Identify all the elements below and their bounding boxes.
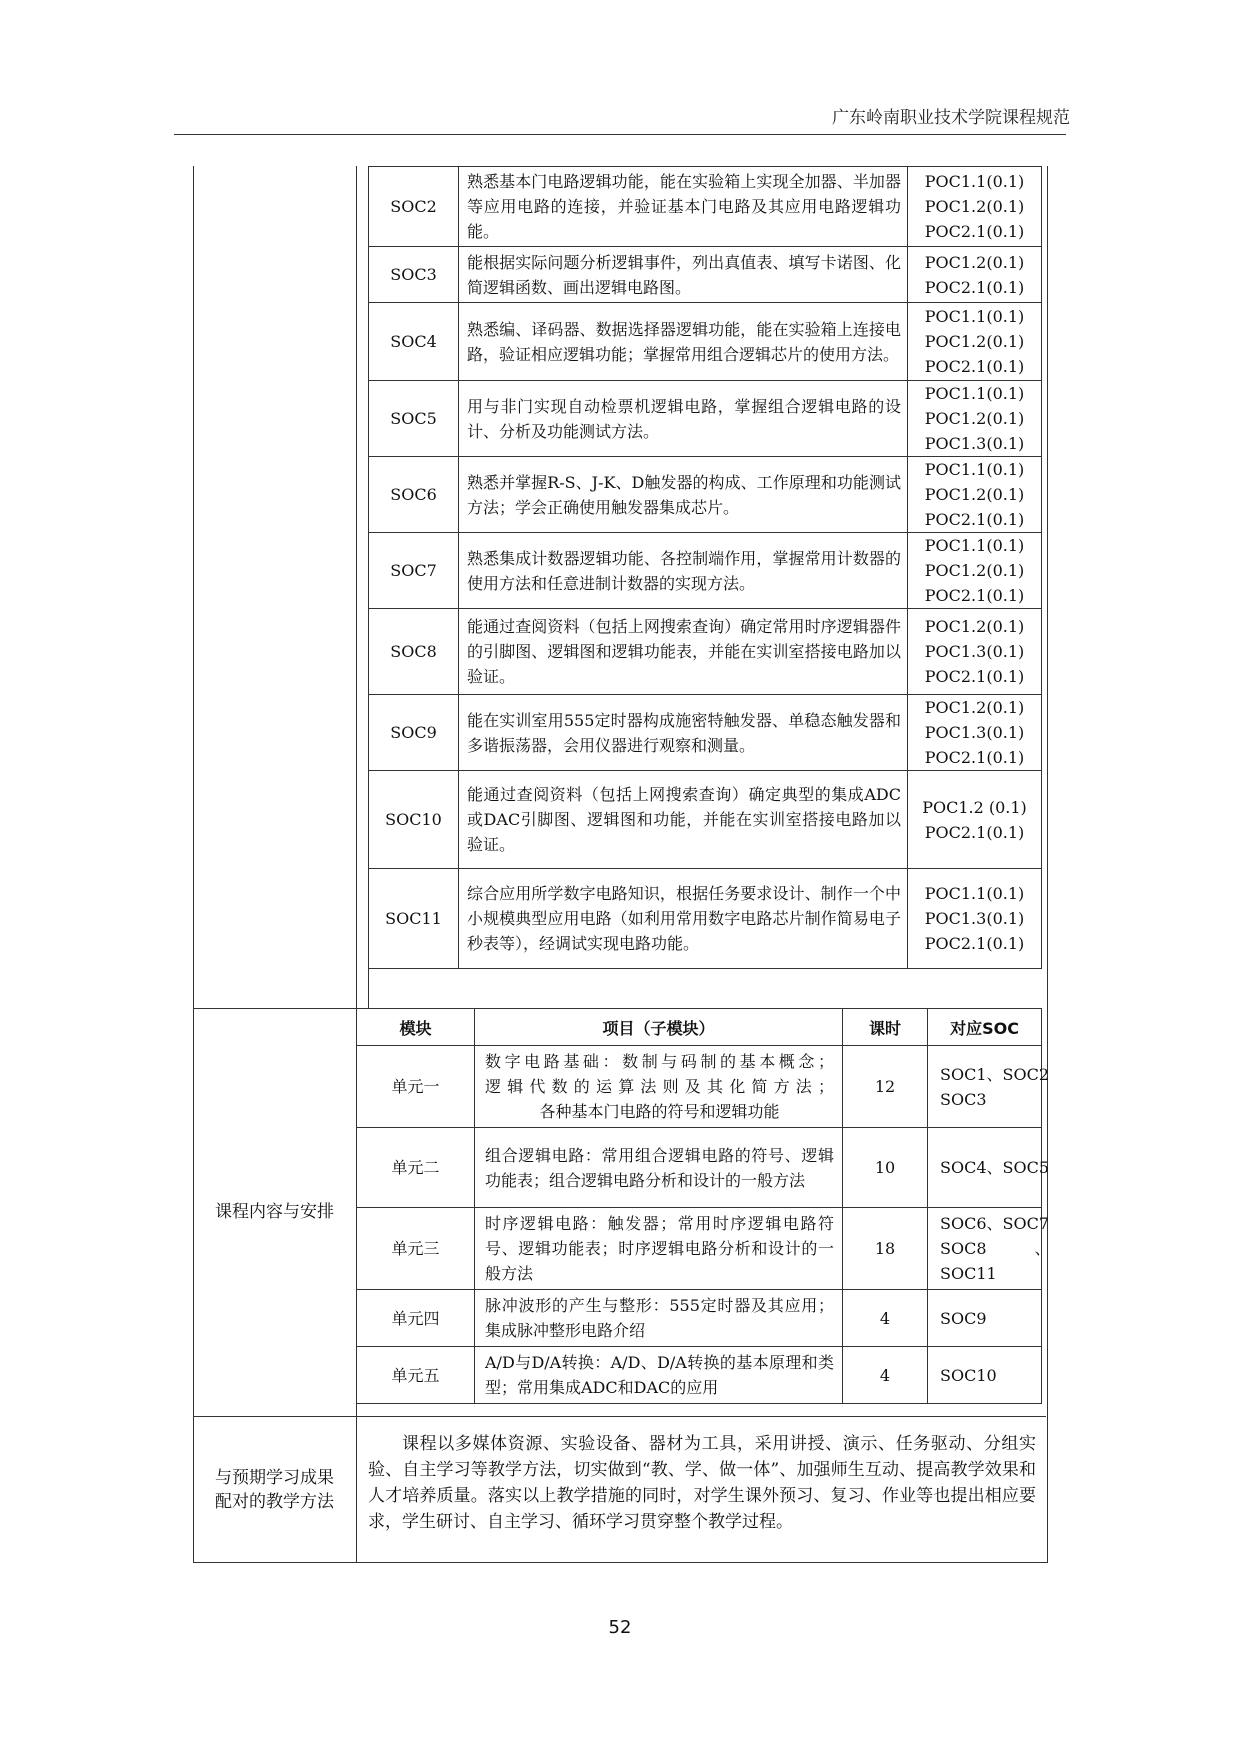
poc-weight: POC1.2(0.1): [924, 485, 1025, 504]
soc-code: SOC10: [369, 771, 459, 869]
method-paragraph: 课程以多媒体资源、实验设备、器材为工具，采用讲授、演示、任务驱动、分组实验、自主学习等教学方法，切实做到“教、学、做一体”、加强师生互动、提高教学效果和人才培养质量。落实以上教学措施的同时，对学生课外预习、复习、作业等也提出相应要求，学生研讨、自主学习、循环学习贯穿整个教学过程。: [368, 1434, 1036, 1532]
poc-weight: POC1.2(0.1): [924, 409, 1025, 428]
soc-description: 熟悉并掌握R-S、J-K、D触发器的构成、工作原理和功能测试方法；学会正确使用触发器集成芯片。: [459, 457, 908, 533]
header-soc: 对应SOC: [928, 1009, 1042, 1046]
poc-weight: POC1.1(0.1): [924, 536, 1025, 555]
soc-poc-mapping: [908, 771, 1042, 869]
soc-poc-mapping: [908, 247, 1042, 303]
module-soc: [928, 1290, 1042, 1347]
poc-weight: POC1.2(0.1): [924, 332, 1025, 351]
poc-weight: POC2.1(0.1): [924, 357, 1025, 376]
method-label-line-1: 与预期学习成果: [215, 1468, 334, 1488]
method-label-line-2: 配对的教学方法: [215, 1492, 334, 1512]
soc-row: [369, 533, 1042, 609]
module-name: 单元三: [357, 1208, 475, 1290]
soc-ref: SOC11: [940, 1264, 997, 1283]
module-name: 单元五: [357, 1347, 475, 1404]
soc-poc-mapping: [908, 609, 1042, 695]
module-row: [357, 1046, 1042, 1128]
soc-description: 能通过查阅资料（包括上网搜索查询）确定常用时序逻辑器件的引脚图、逻辑图和逻辑功能表，并能在实训室搭接电路加以验证。: [459, 609, 908, 695]
topic-line: 逻辑代数的运算法则及其化简方法；: [485, 1077, 834, 1096]
header-hours: 课时: [843, 1009, 928, 1046]
poc-weight: POC2.1(0.1): [924, 934, 1025, 953]
topic-line: 各种基本门电路的符号和逻辑功能: [539, 1102, 780, 1121]
module-row: [357, 1290, 1042, 1347]
module-row: [357, 1128, 1042, 1208]
soc-row: [369, 695, 1042, 771]
poc-weight: POC1.1(0.1): [924, 307, 1025, 326]
header-rule: [174, 134, 1066, 135]
soc-code: SOC2: [369, 167, 459, 247]
soc-code: SOC7: [369, 533, 459, 609]
soc-ref: SOC9: [940, 1308, 987, 1328]
soc-row: [369, 247, 1042, 303]
soc-code: SOC11: [369, 869, 459, 969]
poc-weight: POC2.1(0.1): [924, 822, 1025, 842]
section-divider-method: [193, 1416, 1046, 1417]
soc-ref: SOC10: [940, 1365, 997, 1385]
soc-ref: SOC8 、: [940, 1239, 1051, 1258]
poc-weight: POC1.2(0.1): [924, 617, 1025, 636]
poc-weight: POC1.1(0.1): [924, 460, 1025, 479]
soc-description: 熟悉基本门电路逻辑功能，能在实验箱上实现全加器、半加器等应用电路的连接，并验证基本门电路及其应用电路逻辑功能。: [459, 167, 908, 247]
topic-line: 组合逻辑电路：常用组合逻辑电路的符号、逻辑功能表；组合逻辑电路分析和设计的一般方法: [485, 1145, 834, 1190]
soc-description: 能在实训室用555定时器构成施密特触发器、单稳态触发器和多谐振荡器，会用仪器进行观察和测量。: [459, 695, 908, 771]
poc-weight: POC2.1(0.1): [924, 748, 1025, 767]
poc-weight: POC1.1(0.1): [924, 384, 1025, 403]
poc-weight: POC1.2 (0.1): [922, 797, 1027, 817]
module-hours: 4: [843, 1290, 928, 1347]
soc-row: [369, 771, 1042, 869]
topic-line: 时序逻辑电路：触发器；常用时序逻辑电路符号、逻辑功能表；时序逻辑电路分析和设计的一般方法: [485, 1214, 834, 1283]
module-topic: [475, 1046, 843, 1128]
header-topic: 项目（子模块）: [475, 1009, 843, 1046]
soc-ref: SOC1、SOC2: [940, 1064, 1050, 1084]
soc-row: [369, 167, 1042, 247]
poc-weight: POC1.3(0.1): [924, 642, 1025, 661]
poc-weight: POC1.2(0.1): [924, 197, 1025, 216]
topic-line: A/D与D/A转换：A/D、D/A转换的基本原理和类型；常用集成ADC和DAC的应用: [485, 1353, 834, 1397]
soc-row: [369, 381, 1042, 457]
section-divider-content: [193, 1008, 356, 1009]
soc-code: SOC4: [369, 303, 459, 381]
module-soc: [928, 1128, 1050, 1208]
soc-poc-mapping: [908, 533, 1042, 609]
module-hours: 12: [843, 1046, 928, 1128]
soc-row: [369, 457, 1042, 533]
poc-weight: POC1.2(0.1): [924, 561, 1025, 580]
soc-code: SOC8: [369, 609, 459, 695]
module-hours: 4: [843, 1347, 928, 1404]
soc-ref: SOC4、SOC5: [940, 1158, 1050, 1177]
module-topic: [475, 1208, 843, 1290]
soc-ref: SOC3: [940, 1089, 987, 1109]
poc-weight: POC2.1(0.1): [924, 586, 1025, 605]
poc-weight: POC2.1(0.1): [924, 277, 1025, 297]
module-hours: 10: [843, 1128, 928, 1208]
soc-poc-mapping: [908, 381, 1042, 457]
topic-line: 脉冲波形的产生与整形：555定时器及其应用；集成脉冲整形电路介绍: [485, 1296, 834, 1340]
soc-poc-mapping: [908, 457, 1042, 533]
poc-weight: POC1.1(0.1): [924, 172, 1025, 191]
poc-weight: POC1.3(0.1): [924, 723, 1025, 742]
poc-weight: POC1.2(0.1): [924, 252, 1025, 272]
module-name: 单元二: [357, 1128, 475, 1208]
document-header: 广东岭南职业技术学院课程规范: [832, 108, 1070, 128]
soc-code: SOC3: [369, 247, 459, 303]
soc-row: [369, 609, 1042, 695]
module-hours: 18: [843, 1208, 928, 1290]
soc-poc-mapping: [908, 303, 1042, 381]
soc-description: 综合应用所学数字电路知识，根据任务要求设计、制作一个中小规模典型应用电路（如利用常用数字电路芯片制作简易电子秒表等），经调试实现电路功能。: [459, 869, 908, 969]
poc-weight: POC1.3(0.1): [924, 434, 1025, 453]
poc-weight: POC2.1(0.1): [924, 667, 1025, 686]
topic-line: 数字电路基础：数制与码制的基本概念；: [485, 1052, 834, 1071]
module-soc: [928, 1208, 1051, 1290]
soc-code: SOC9: [369, 695, 459, 771]
poc-weight: POC2.1(0.1): [924, 510, 1025, 529]
soc-code: SOC5: [369, 381, 459, 457]
module-topic: [475, 1347, 843, 1404]
soc-code: SOC6: [369, 457, 459, 533]
module-topic: [475, 1290, 843, 1347]
module-row: [357, 1208, 1042, 1290]
module-table: [356, 1008, 1051, 1404]
soc-description: 熟悉编、译码器、数据选择器逻辑功能，能在实验箱上连接电路，验证相应逻辑功能；掌握常用组合逻辑芯片的使用方法。: [459, 303, 908, 381]
module-name: 单元四: [357, 1290, 475, 1347]
module-soc: [928, 1046, 1050, 1128]
poc-weight: POC2.1(0.1): [924, 222, 1025, 241]
module-row: [357, 1347, 1042, 1404]
page-number: 52: [608, 1617, 632, 1638]
soc-poc-mapping: [908, 695, 1042, 771]
module-name: 单元一: [357, 1046, 475, 1128]
poc-weight: POC1.1(0.1): [924, 884, 1025, 903]
soc-description: 能通过查阅资料（包括上网搜索查询）确定典型的集成ADC或DAC引脚图、逻辑图和功能，并能在实训室搭接电路加以验证。: [459, 771, 908, 869]
soc-row: [369, 869, 1042, 969]
soc-description: 用与非门实现自动检票机逻辑电路，掌握组合逻辑电路的设计、分析及功能测试方法。: [459, 381, 908, 457]
content-section-label: 课程内容与安排: [215, 1202, 334, 1222]
module-soc: [928, 1347, 1042, 1404]
soc-ref: SOC6、SOC7: [940, 1214, 1050, 1233]
header-module: 模块: [357, 1009, 475, 1046]
soc-poc-mapping: [908, 167, 1042, 247]
soc-description: 熟悉集成计数器逻辑功能、各控制端作用，掌握常用计数器的使用方法和任意进制计数器的实现方法。: [459, 533, 908, 609]
poc-weight: POC1.3(0.1): [924, 909, 1025, 928]
method-section-label: [193, 1466, 356, 1514]
poc-weight: POC1.2(0.1): [924, 698, 1025, 717]
soc-row: [369, 303, 1042, 381]
soc-description: 能根据实际问题分析逻辑事件，列出真值表、填写卡诺图、化简逻辑函数、画出逻辑电路图。: [459, 247, 908, 303]
module-topic: [475, 1128, 843, 1208]
soc-poc-mapping: [908, 869, 1042, 969]
soc-table: [368, 166, 1042, 969]
